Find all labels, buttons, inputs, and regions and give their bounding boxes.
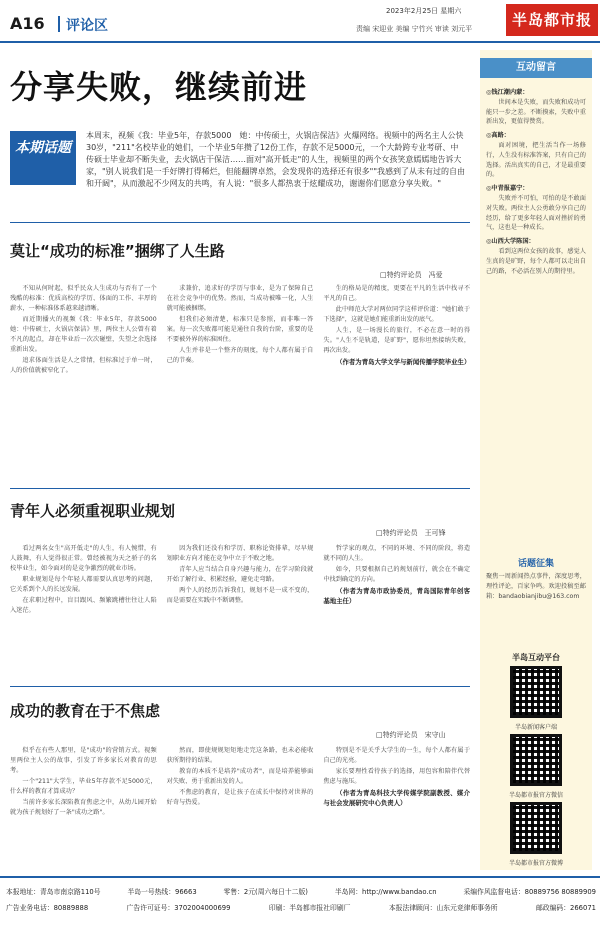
header-rule (0, 41, 600, 43)
qr-code-icon (510, 734, 562, 786)
article-separator (10, 488, 470, 489)
footer-row (6, 886, 596, 896)
newspaper-logo: 半岛都市报 (506, 4, 598, 36)
article-body (10, 284, 470, 482)
topic-badge: 本期话题 (10, 131, 76, 185)
footer-website: 半岛网：http://www.bandao.cn (334, 888, 437, 896)
header-divider (58, 16, 60, 32)
article-column: 求兼价，追求好的学历与事业，是为了保障自己在社会竞争中的优势。然而，当成功被唯一化，人生就可能被捆绑。 但我们必须清楚，标准只是参照，而非唯一答案。每一次失败都可能是通往自我的台阶，重要的是不要被外界的标准困住。 人生并非是一个整齐的刻度，每个人都有属于自己的节奏。 (166, 285, 314, 364)
topic-intro: 本周末，视频《我：毕业5年，存款5000 她：中传硕士，火锅店保洁》火爆网络。视频中的两名主人公快30岁，"211"名校毕业的她们，一个毕业5年攒了12份工作，存款不足5000元，一个大龄跨专业考研、中传硕士毕业却不断失业，去火锅店干保洁……面对"高开低走"的人生，视频里的两个女孩笑意嫣嫣地告诉大家，"别人说我们是一手好牌打得稀烂，但能翻牌卓然，会发现你的选择还有很多""我感到了从未有过的自由和开阔"，从而激起不少网友的共鸣，有人说："很多人都热衷于炫耀成功，谢谢你们愿意分享失败。" (86, 131, 466, 188)
comment-text: 看到这两位女孩的故事，感觉人生真的是旷野，每个人都可以走出自己的路，不必活在别人的期待里。 (486, 247, 586, 275)
article-column: 不知从何时起，似乎民众人生成功与否有了一个残酷的标准：优质高校的学历、体面的工作、丰厚的薪水，一种标准体系越来越清晰。 而近期播火的视频《我：毕业5年，存款5000 她：中传硕士，火锅店保洁》里，两位主人公曾有着不凡的起点，却在毕业后一次次碰壁，失望之余选择重新出发。 追求体面生活是人之常情，但标准过于单一时，人的价值就被窄化了。 (10, 285, 163, 374)
article-title: 莫让“成功的标准”捆绑了人生路 (10, 242, 225, 260)
topic-collect-text: 聚焦一周新闻热点事件，深度思考，理性评论，百家争鸣。欢迎投稿至邮箱：bandaobianjibu@163.com (486, 573, 586, 600)
footer-price: 零售：2元(周六每日十二版) (223, 888, 308, 896)
comment-author: ◎钱江潮内蒙： (486, 89, 529, 96)
footer-supervision: 采编作风监督电话：80889756 80889909 (463, 888, 596, 896)
footer-printer: 印刷：半岛都市报社印刷厂 (268, 904, 351, 912)
comment-text: 失败并不可怕，可怕的是不敢面对失败。两位主人公勇敢分享自己的经历，给了更多年轻人面对挫折的勇气，这也是一种成长。 (486, 194, 586, 232)
page-header (0, 0, 600, 44)
editor-credits: 责编 宋迎业 美编 宁竹兴 审读 刘元平 (356, 25, 473, 33)
issue-date: 2023年2月25日 星期六 (386, 7, 462, 15)
comment-list (486, 84, 586, 276)
article-byline: □特约评论员 冯爱 (380, 271, 443, 279)
footer-address: 本报地址：青岛市南京路110号 (6, 888, 101, 896)
article-column: 生的格局是的精度，更要在平凡的生活中找寻不平凡的自己。 此中师范大学对两位同学这样评价道："她们敢于下选择"，这就是她们能重新出发的底气。 人生，是一场漫长的旅行，不必在意一时的得失。"人生不是轨道，是旷野"，愿你坦然接纳失败，再次出发。 （作者为青岛大学文学与新闻传播学院毕业生） (323, 285, 471, 366)
article-separator (10, 686, 470, 687)
article-column: 因为我们还没有和学历、职称论资排辈，尽早规划职业方向才能在竞争中立于不败之地。 青年人应当结合自身兴趣与能力，在学习阶段就开始了解行业、积累经验，避免走弯路。 两个人的经历告诉我们，规划不是一成不变的，而是需要在实践中不断调整。 (166, 545, 314, 604)
article-title: 青年人必须重视职业规划 (10, 502, 176, 520)
comment-author: ◎中青报嘉宁： (486, 185, 529, 193)
article-body (10, 746, 470, 870)
qr-label: 半岛都市报官方微博 (508, 860, 563, 867)
article-byline: □特约评论员 宋守山 (376, 731, 446, 739)
comment-author: ◎高路： (486, 132, 510, 140)
article-body (10, 544, 470, 678)
footer-ad-phone: 广告业务电话：80889888 (6, 904, 89, 912)
topic-rule (10, 222, 470, 223)
sidebar-title: 互动留言 (480, 58, 592, 78)
article-column: 特别是不是关乎大学生的一生，每个人都有属于自己的光亮。 家长要理性看待孩子的选择，用包容和陪伴代替焦虑与施压。 （作者为青岛科技大学传媒学院副教授、媒介与社会发展研究中心负责人） (323, 747, 471, 807)
qr-label: 半岛都市报官方微信 (508, 792, 563, 799)
article-column: 哲学家的观点，不同的环境、不同的阶段，将造就不同的人生。 如今，只要根据自己的规划前行，就会在不确定中找到确定的方向。 （作者为青岛市政协委员，青岛国际青年创客基地主任） (323, 545, 471, 605)
article-column: 然而，即使规规矩矩地走完这条路，也未必能收获所期待的结果。 教育的本质不是培养"成功者"，而是培养能够面对失败、勇于重新出发的人。 不焦虑的教育，是让孩子在成长中保持对世界的好奇与热爱。 (166, 747, 314, 806)
page-title: 分享失败，继续前进 (10, 68, 308, 106)
footer-legal: 本报法律顾问：山东元竞律师事务所 (388, 904, 498, 912)
comment-text: 面对困境，把生活当作一场修行，人生没有标准答案，只有自己的选择。活出真实的自己，才是最重要的。 (486, 141, 586, 179)
article-column: 似乎在有些人那里，是"成功"的营销方式。视频里两位主人公的故事，引发了许多家长对教育的思考。 一个"211"大学生，毕业5年存款不足5000元，什么样的教育才算成功？ 当前许多家长深陷教育焦虑之中，从幼儿园开始就为孩子规划好了一条"成功之路"。 (10, 747, 157, 816)
footer-postcode: 邮政编码：266071 (536, 904, 596, 912)
qr-code-icon (510, 666, 562, 718)
article-column: 看过两名女生"高开低走"的人生，有人惋惜，有人鼓舞，有人觉得很正常。曾经被视为天之骄子的名校毕业生，如今面对的是竞争激烈的就业市场。 职业规划是每个年轻人都需要认真思考的问题，它关系到个人的长远发展。 在求职过程中，盲目跟风、频繁跳槽往往让人陷入迷茫。 (10, 545, 157, 614)
footer-hotline: 半岛一号热线：96663 (127, 888, 197, 896)
topic-collect-title: 话题征集 (517, 559, 554, 569)
footer-row (6, 902, 596, 912)
qr-label: 半岛新闻客户端 (514, 724, 557, 731)
page-number: A16 (10, 14, 45, 33)
page-footer (0, 876, 600, 934)
article-title: 成功的教育在于不焦虑 (10, 702, 161, 720)
comment-text: 世间本是失败，而失败和成功可能只一步之差。不断摸索，失败中重新出发，更值得赞赏。 (486, 98, 586, 126)
article-byline: □特约评论员 王可锋 (376, 529, 446, 537)
interaction-sidebar (480, 50, 592, 870)
section-name: 评论区 (66, 18, 108, 34)
qr-code-icon (510, 802, 562, 854)
comment-author: ◎山西大学陈国： (486, 238, 535, 246)
footer-ad-license: 广告许可证号：3702004000699 (126, 904, 231, 912)
platform-title: 半岛互动平台 (512, 653, 560, 662)
